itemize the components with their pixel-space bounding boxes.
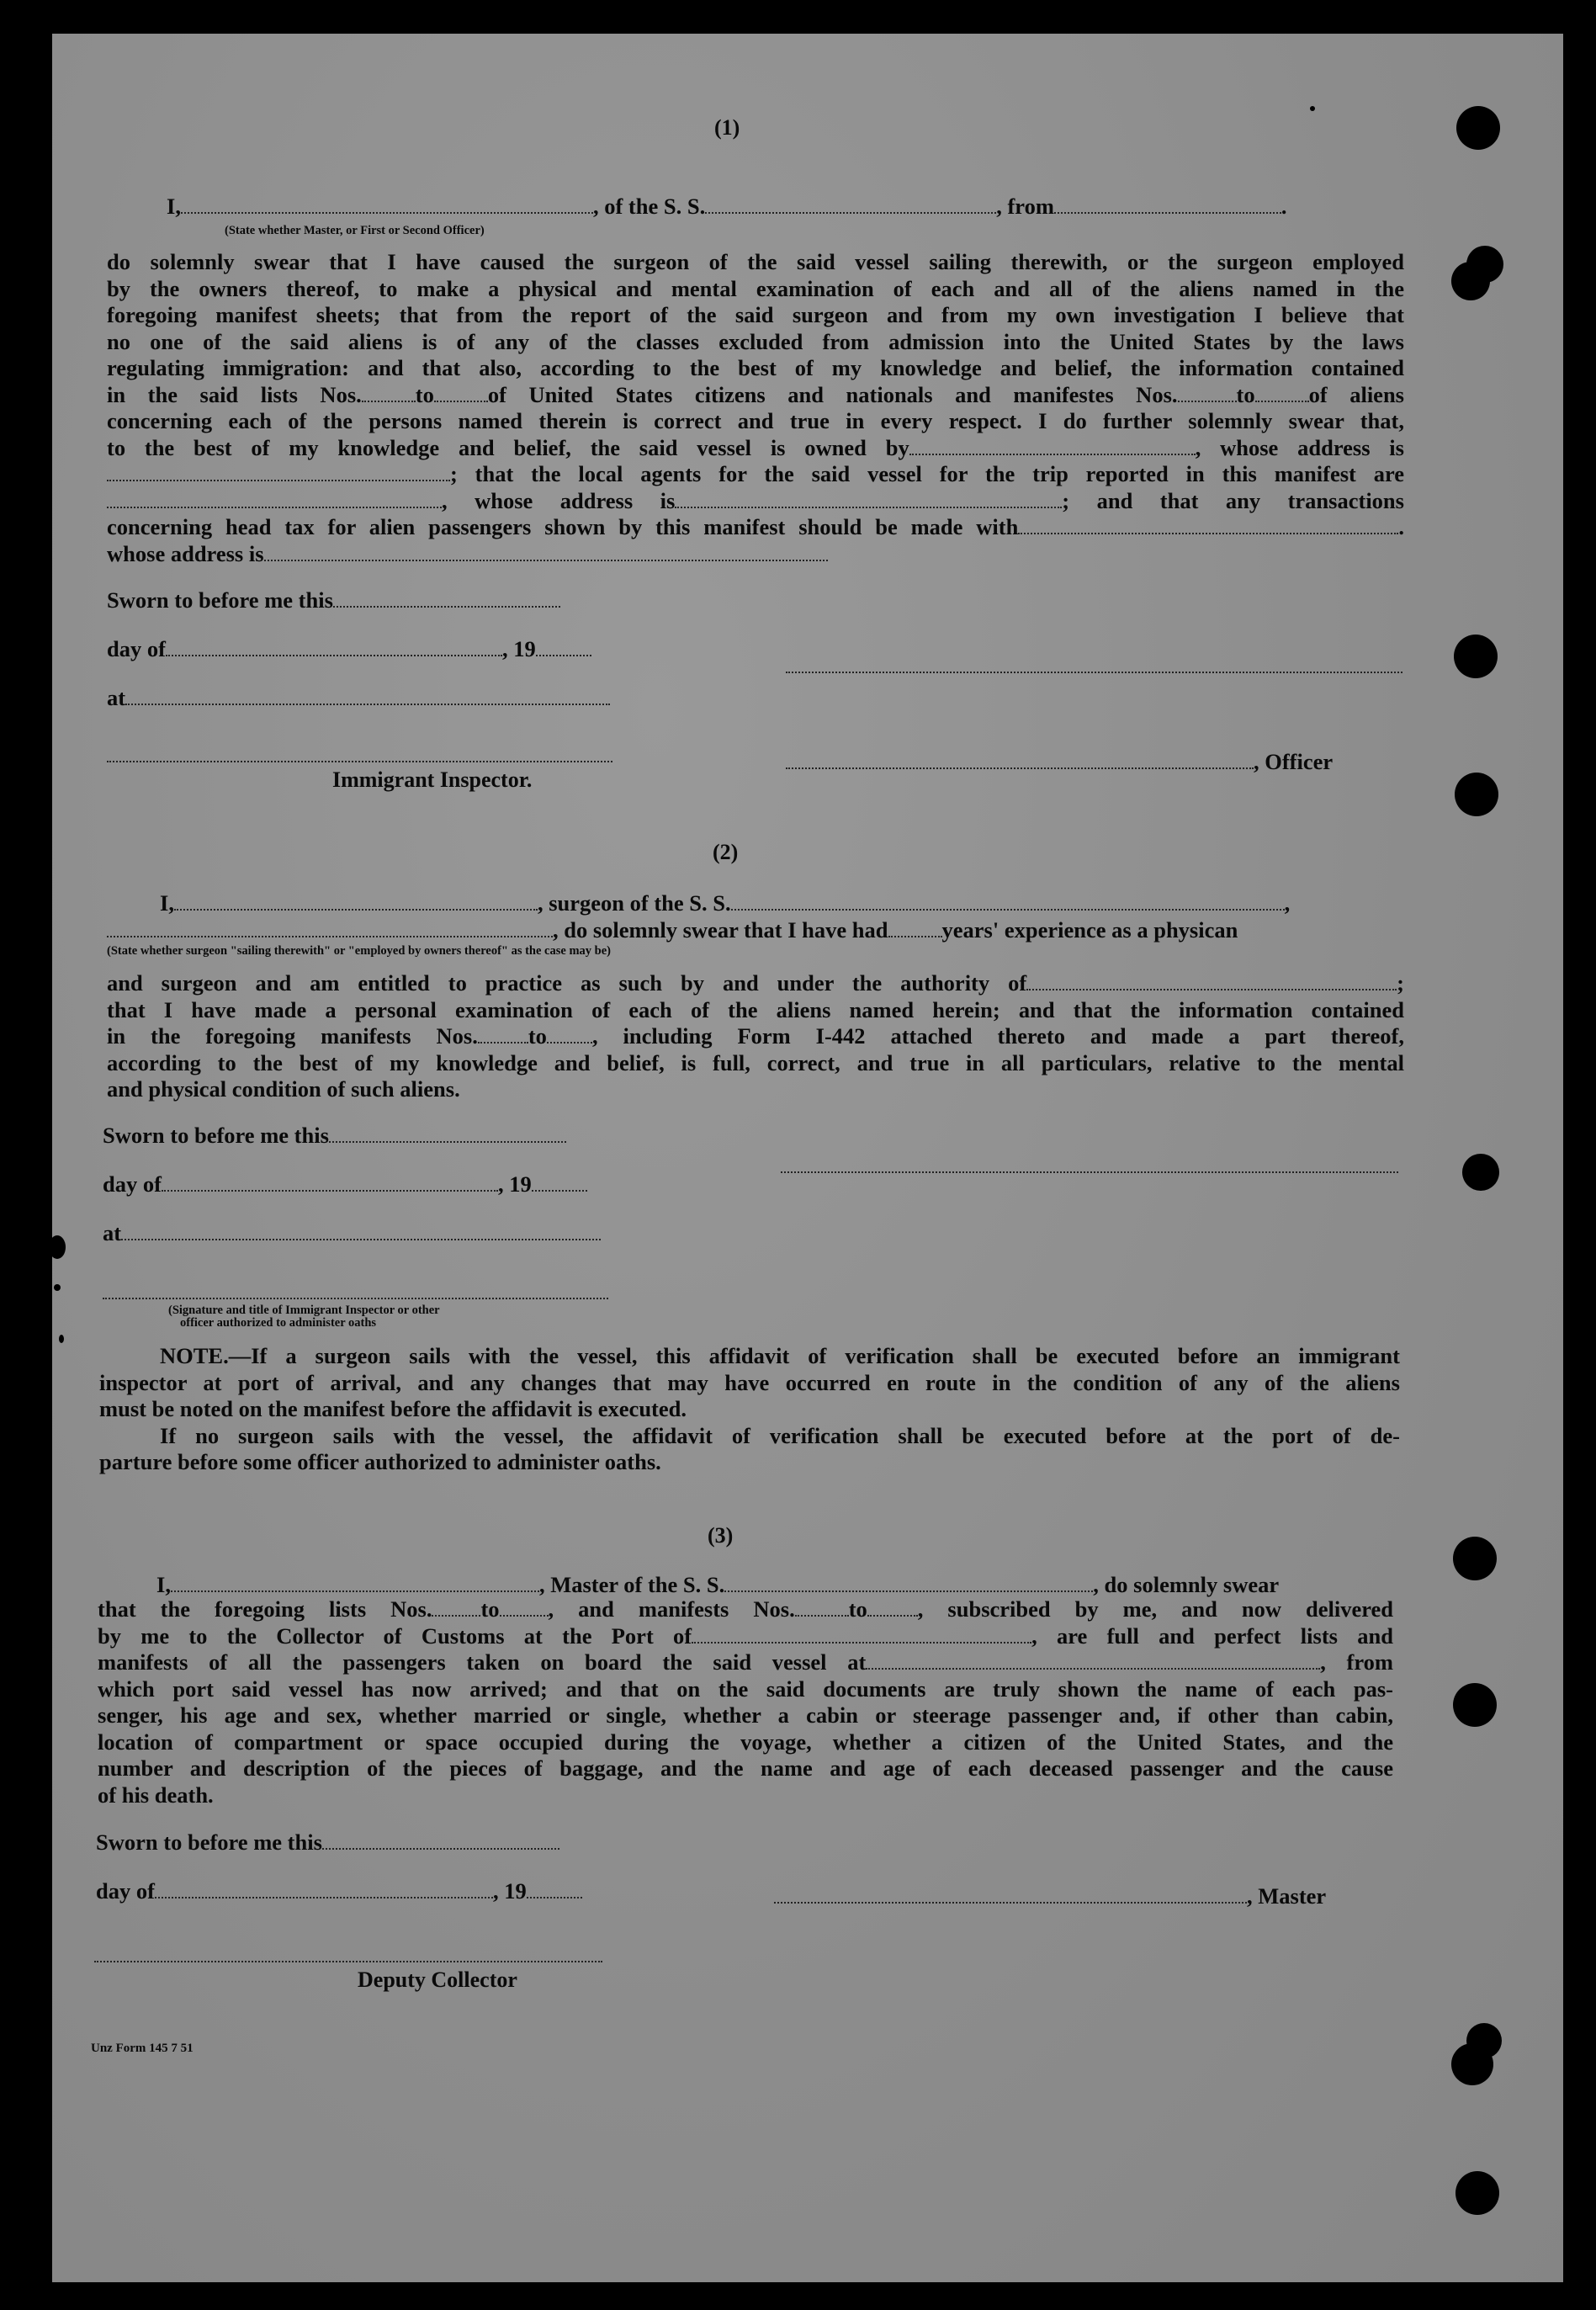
at-line: at xyxy=(103,1220,601,1246)
text-line: in the said lists Nos. to of United States citizens and nationals and manifestes Nos. to of aliens xyxy=(107,381,1404,407)
day-line: day of , 19 xyxy=(107,636,591,662)
text-line: to the best of my knowledge and belief, the said vessel is owned by , whose address is xyxy=(107,434,1404,460)
binder-hole xyxy=(1462,1154,1499,1191)
text-line: , whose address is ; and that any transactions xyxy=(107,488,1404,515)
form-number: Unz Form 145 7 51 xyxy=(91,2042,194,2055)
affidavit-paragraph xyxy=(107,249,1404,567)
text-line: by me to the Collector of Customs at the Port of , are full and perfect lists and xyxy=(98,1622,1393,1649)
oath-line: , do solemnly swear that I have had years' experience as a physican xyxy=(107,917,1238,943)
sworn-line: Sworn to before me this xyxy=(96,1829,559,1856)
master-line: , Master xyxy=(774,1883,1326,1909)
text-line: concerning head tax for alien passengers shown by this manifest should be made with . xyxy=(107,514,1404,539)
speck xyxy=(1310,106,1315,111)
text-line: that the foregoing lists Nos. to , and manifests Nos. to , subscribed by me, and now delivered xyxy=(98,1596,1394,1622)
speck xyxy=(49,1235,66,1259)
signature-line xyxy=(786,672,1402,673)
binder-hole xyxy=(1455,773,1498,816)
text-line: manifests of all the passengers taken on board the said vessel at , from xyxy=(98,1649,1393,1675)
text-line: concerning each of the persons named therein is correct and true in every respect. I do further solemnly swear that, xyxy=(107,408,1404,433)
form-page xyxy=(52,34,1563,2282)
oath-line: I, , surgeon of the S. S. , xyxy=(160,890,1291,916)
text-line: location of compartment or space occupied during the voyage, whether a citizen of the United States, and the xyxy=(98,1729,1393,1755)
text-line: and surgeon and am entitled to practice as such by and under the authority of ; xyxy=(107,970,1404,996)
signature-line xyxy=(103,1298,608,1299)
text: , from xyxy=(996,194,1054,219)
text: , of the S. S. xyxy=(592,194,706,219)
binder-hole xyxy=(1455,2171,1499,2215)
text: . xyxy=(1281,194,1287,219)
signature-line xyxy=(107,761,612,762)
text-line: according to the best of my knowledge and belief, is full, correct, and true in all particulars, relative to the mental xyxy=(107,1049,1404,1075)
text-line: ; that the local agents for the said vessel for the trip reported in this manifest are xyxy=(107,461,1404,488)
text-line: inspector at port of arrival, and any changes that may have occurred en route in the condition of any of the aliens xyxy=(99,1369,1400,1395)
section-number: (1) xyxy=(714,115,740,140)
text-line: NOTE.—If a surgeon sails with the vessel, this affidavit of verification shall be executed before an immigrant xyxy=(160,1343,1400,1368)
affidavit-paragraph xyxy=(98,1596,1393,1808)
text-line: If no surgeon sails with the vessel, the affidavit of verification shall be executed before at the port of de- xyxy=(160,1422,1400,1448)
binder-hole xyxy=(1451,2043,1493,2085)
signature-line xyxy=(781,1171,1398,1173)
text-line: in the foregoing manifests Nos. to , including Form I-442 attached thereto and made a part thereof, xyxy=(107,1023,1404,1049)
day-line: day of , 19 xyxy=(96,1878,582,1904)
text-line: and physical condition of such aliens. xyxy=(107,1076,460,1102)
text-line: which port said vessel has now arrived; and that on the said documents are truly shown the name of each pas- xyxy=(98,1675,1393,1702)
binder-hole xyxy=(1453,1683,1497,1727)
signature-line xyxy=(94,1961,602,1962)
officer-line: , Officer xyxy=(786,749,1333,775)
signer-title: Deputy Collector xyxy=(358,1967,517,1992)
sworn-line: Sworn to before me this xyxy=(103,1123,566,1149)
text-line: foregoing manifest sheets; that from the report of the said surgeon and from my own investigation I believe that xyxy=(107,302,1404,327)
binder-hole xyxy=(1451,262,1490,300)
text-line: number and description of the pieces of baggage, and the name and age of each deceased passenger and the cause xyxy=(98,1755,1393,1781)
text-line: by the owners thereof, to make a physical and mental examination of each and all of the aliens named in the xyxy=(107,275,1404,301)
text-line: senger, his age and sex, whether married or single, whether a cabin or steerage passenger and, if other than cabin, xyxy=(98,1702,1393,1728)
section-number: (2) xyxy=(713,840,739,864)
binder-hole xyxy=(1456,106,1500,150)
section-number: (3) xyxy=(708,1523,734,1548)
speck xyxy=(54,1284,61,1291)
text-line: whose address is xyxy=(107,541,1404,568)
field-caption: (Signature and title of Immigrant Inspector or other officer authorized to administer oaths xyxy=(168,1304,440,1330)
text: I, xyxy=(167,194,181,219)
at-line: at xyxy=(107,685,610,711)
text-line: that I have made a personal examination of each of the aliens named herein; and that the information contained xyxy=(107,996,1404,1022)
field-caption: (State whether Master, or First or Second Officer) xyxy=(225,224,485,237)
affidavit-paragraph xyxy=(107,970,1404,1103)
speck xyxy=(59,1335,64,1343)
oath-line xyxy=(167,194,1287,220)
text-line: of his death. xyxy=(98,1782,214,1808)
text-line: must be noted on the manifest before the affidavit is executed. xyxy=(99,1396,687,1421)
binder-hole xyxy=(1454,635,1498,678)
text-line: do solemnly swear that I have caused the surgeon of the said vessel sailing therewith, or the surgeon employed xyxy=(107,249,1404,274)
day-line: day of , 19 xyxy=(103,1171,587,1197)
note-paragraph xyxy=(99,1343,1400,1476)
text-line: regulating immigration: and that also, according to the best of my knowledge and belief, the information contained xyxy=(107,355,1404,380)
sworn-line: Sworn to before me this xyxy=(107,587,560,613)
binder-hole xyxy=(1453,1537,1497,1580)
text-line: parture before some officer authorized to administer oaths. xyxy=(99,1449,661,1474)
field-caption: (State whether surgeon "sailing therewith" or "employed by owners thereof" as the case may be) xyxy=(107,944,611,958)
signer-title: Immigrant Inspector. xyxy=(332,767,533,792)
text-line: no one of the said aliens is of any of the classes excluded from admission into the United States by the laws xyxy=(107,328,1404,354)
oath-line: I, , Master of the S. S. , do solemnly swear xyxy=(156,1572,1280,1597)
